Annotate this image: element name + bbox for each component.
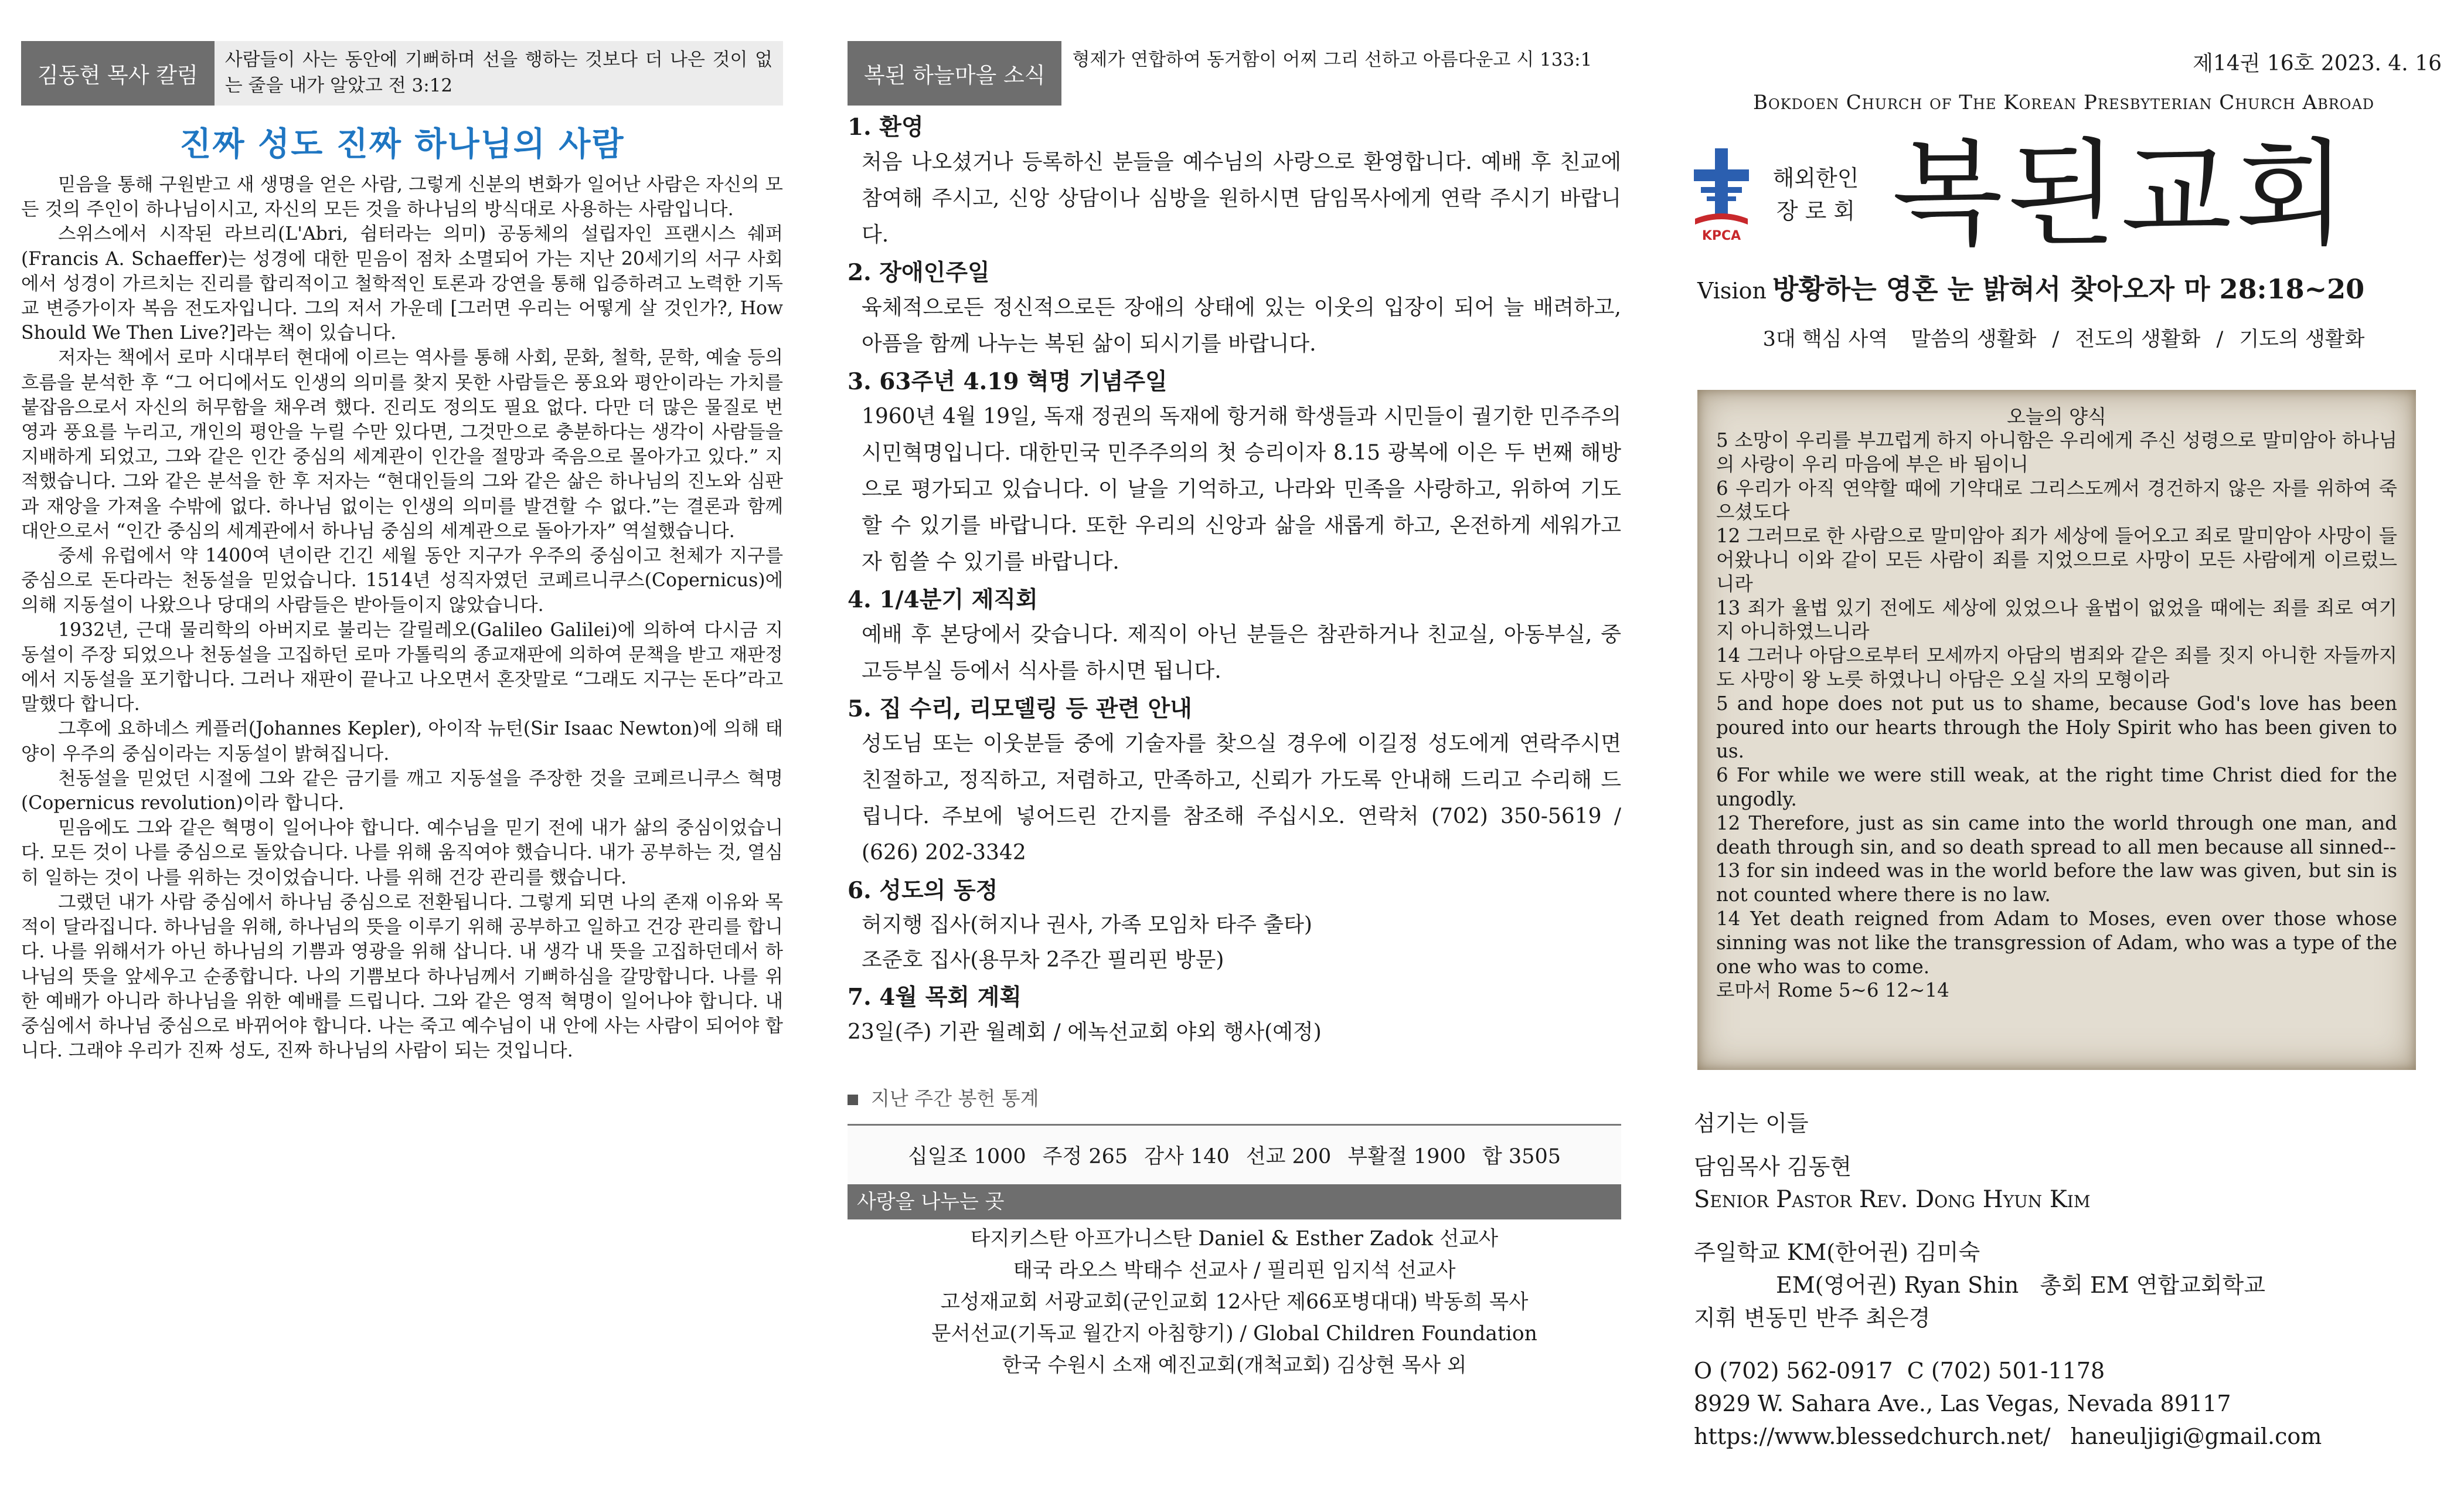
- news-section-plan: [848, 980, 1621, 1051]
- offering-stat: 주정 265: [1042, 1145, 1128, 1168]
- offering-stat: 합 3505: [1482, 1145, 1561, 1168]
- news-section-419: [848, 365, 1621, 580]
- essay-paragraph: 믿음을 통해 구원받고 새 생명을 얻은 사람, 그렇게 신분의 변화가 일어난 사람은 자신의 모든 것의 주인이 하나님이시고, 자신의 모든 것을 하나님의 방식대로 사용하는 사람입니다.: [21, 174, 783, 220]
- website-link[interactable]: https://www.blessedchurch.net/: [1694, 1423, 2051, 1449]
- vision-text: 방황하는 영혼 눈 밝혀서 찾아오자 마 28:18~20: [1772, 273, 2365, 305]
- scripture-reference: 로마서 Rome 5~6 12~14: [1716, 979, 1949, 1002]
- mission-header: 사랑을 나누는 곳: [848, 1184, 1621, 1219]
- news-section-council: [848, 583, 1621, 689]
- mission-list: [848, 1223, 1621, 1381]
- scripture-line: 5 and hope does not put us to shame, because God's love has been poured into our hearts through the Holy Spirit who has been given to us.: [1716, 692, 2397, 763]
- section-title: 1. 환영: [848, 114, 924, 141]
- section-body: 육체적으로든 정신적으로든 장애의 상태에 있는 이웃의 입장이 되어 늘 배려하고, 아픔을 함께 나누는 복된 삶이 되시기를 바랍니다.: [862, 295, 1621, 356]
- scripture-panel: [1697, 390, 2416, 1070]
- section-title: 2. 장애인주일: [848, 259, 990, 286]
- masthead: [1686, 127, 2442, 262]
- church-korean-name: 복된교회: [1892, 128, 2350, 261]
- news-section-disability: [848, 256, 1621, 362]
- section-title: 4. 1/4분기 제직회: [848, 586, 1038, 613]
- header-verse: 사람들이 사는 동안에 기뻐하며 선을 행하는 것보다 더 나은 것이 없는 줄을 내가 알았고 전 3:12: [215, 41, 783, 106]
- offering-stat: 부활절 1900: [1347, 1145, 1466, 1168]
- scripture-line: 13 for sin indeed was in the world before the law was given, but sin is not counted where there is no law.: [1716, 859, 2397, 906]
- sunday-school-em: EM(영어권) Ryan Shin 총회 EM 연합교회학교: [1776, 1272, 2265, 1298]
- member-news-item: 조준호 집사(용무차 2주간 필리핀 방문): [862, 948, 1224, 972]
- essay-paragraph: 그후에 요하네스 케플러(Johannes Kepler), 아이작 뉴턴(Sir Isaac Newton)에 의해 태양이 우주의 중심이라는 지동설이 밝혀집니다.: [21, 718, 783, 765]
- denomination-line: 해외한인: [1772, 165, 1859, 191]
- mission-item: 타지키스탄 아프가니스탄 Daniel & Esther Zadok 선교사: [970, 1227, 1499, 1251]
- news-label: 복된 하늘마을 소식: [848, 41, 1061, 106]
- square-bullet-icon: [848, 1095, 858, 1105]
- staff-header: 섬기는 이들: [1694, 1110, 1809, 1136]
- cross-icon: [1689, 145, 1754, 244]
- scripture-title: 오늘의 양식: [2007, 405, 2106, 428]
- essay-paragraph: 중세 유럽에서 약 1400여 년이란 긴긴 세월 동안 지구가 우주의 중심이고 천체가 지구를 중심으로 돈다라는 천동설을 믿었습니다. 1514년 성직자였던 코페르니쿠스(Copernicus)에 의해 지동설이 나왔으나 당대의 사람들은 받아들이지 않았습니다.: [21, 545, 783, 616]
- essay-paragraph: 스위스에서 시작된 라브리(L'Abri, 쉼터라는 의미) 공동체의 설립자인 프랜시스 쉐퍼(Francis A. Schaeffer)는 성경에 대한 믿음이 점차 소멸되어 가는 지난 20세기의 서구 사회에서 성경이 가르치는 진리를 합리적이고 철학적인 토론과 강연을 통해 입증하려고 노력한 기독교 변증가이자 복음 전도자입니다. 그의 저서 가운데 [그러면 우리는 어떻게 살 것인가?, How Should We Then Live?]라는 책이 있습니다.: [21, 223, 783, 344]
- essay-paragraph: 그랬던 내가 사람 중심에서 하나님 중심으로 전환됩니다. 그렇게 되면 나의 존재 이유와 목적이 달라집니다. 하나님을 위해, 하나님의 뜻을 이루기 위해 공부하고 일하고 건강 관리를 합니다. 나를 위해서가 아닌 하나님의 기쁨과 영광을 위해 삽니다. 내 생각 내 뜻을 고집하던데서 하나님의 뜻을 앞세우고 순종합니다. 나의 기쁨보다 하나님께서 기뻐하심을 갈망합니다. 나를 위한 예배가 아니라 하나님을 위한 예배를 드립니다. 그와 같은 영적 혁명이 일어나야 합니다. 내 중심에서 하나님 중심으로 바뀌어야 합니다. 나는 죽고 예수님이 내 안에 사는 사람이 되어야 합니다. 그래야 우리가 진짜 성도, 진짜 하나님의 사람이 되는 것입니다.: [21, 891, 783, 1062]
- scripture-line: 6 우리가 아직 연약할 때에 기약대로 그리스도께서 경건하지 않은 자를 위하여 죽으셨도다: [1716, 477, 2397, 524]
- essay-paragraph: 1932년, 근대 물리학의 아버지로 불리는 갈릴레오(Galileo Galilei)에 의하여 다시금 지동설이 주장 되었으나 천동설을 고집하던 로마 가톨릭의 종교재판에 의하여 문책을 받고 재판정에서 지동설을 포기합니다. 그러나 재판이 끝나고 나오면서 혼잣말로 “그래도 지구는 돈다”라고 말했다 합니다.: [21, 619, 783, 715]
- mission-item: 문서선교(기독교 월간지 아침향기) / Global Children Foundation: [931, 1322, 1537, 1346]
- pastor-english: Senior Pastor Rev. Dong Hyun Kim: [1694, 1186, 2091, 1213]
- scripture-line: 12 Therefore, just as sin came into the world through one man, and death through sin, and so death spread to all men because all sinned--: [1716, 811, 2397, 858]
- column-title: 진짜 성도 진짜 하나님의 사람: [179, 125, 625, 164]
- offering-stats-title: 지난 주간 봉헌 통계: [871, 1087, 1039, 1110]
- mission-item: 한국 수원시 소재 예진교회(개척교회) 김상현 목사 외: [1002, 1354, 1467, 1377]
- offering-stats-caption: [848, 1083, 1621, 1111]
- offering-stats: [848, 1124, 1621, 1184]
- offering-stat: 선교 200: [1245, 1145, 1332, 1168]
- vision-statement: [1686, 268, 2442, 307]
- masthead-column: [1686, 0, 2442, 1453]
- mission-item: 태국 라오스 박태수 선교사 / 필리핀 임지석 선교사: [1013, 1259, 1456, 1282]
- essay-paragraph: 저자는 책에서 로마 시대부터 현대에 이르는 역사를 통해 사회, 문화, 철학, 문학, 예술 등의 흐름을 분석한 후 “그 어디에서도 인생의 의미를 찾지 못한 사람들은 풍요와 평안이라는 가치를 붙잡음으로서 자신의 허무함을 채우려 했다. 진리도 정의도 필요 없다. 다만 더 많은 물질로 번영과 풍요를 누리고, 개인의 평안을 누릴 수만 있다면, 그것만으로 충분하다는 생각이 사람들을 지배하게 되었고, 그와 같은 인간 중심의 세계관이 인간을 절망과 죽음으로 몰아가고 있다.” 지적했습니다. 그와 같은 분석을 한 후 저자는 “현대인들의 그와 같은 삶은 하나님의 진노와 심판과 재앙을 가져올 수밖에 없다. 하나님 없이는 인생의 의미를 발견할 수 없다.”는 결론과 함께 대안으로서 “인간 중심의 세계관에서 하나님 중심의 세계관으로 돌아가자” 역설했습니다.: [21, 347, 783, 542]
- section-body: 1960년 4월 19일, 독재 정권의 독재에 항거해 학생들과 시민들이 궐기한 민주주의 시민혁명입니다. 대한민국 민주주의의 첫 승리이자 8.15 광복에 이은 두 번째 해방으로 평가되고 있습니다. 이 날을 기억하고, 나라와 민족을 사랑하고, 위하여 기도할 수 있기를 바랍니다. 또한 우리의 신앙과 삶을 새롭게 하고, 온전하게 세워가고자 힘쓸 수 있기를 바랍니다.: [862, 405, 1621, 574]
- sunday-school-km: 주일학교 KM(한어권) 김미숙: [1694, 1239, 1980, 1265]
- church-address: 8929 W. Sahara Ave., Las Vegas, Nevada 89117: [1694, 1391, 2231, 1416]
- contact-links: [1694, 1420, 2442, 1453]
- scripture-line: 12 그러므로 한 사람으로 말미암아 죄가 세상에 들어오고 죄로 말미암아 사망이 들어왔나니 이와 같이 모든 사람이 죄를 지었으므로 사망이 모든 사람에게 이르렀느니라: [1716, 525, 2397, 595]
- scripture-line: 14 Yet death reigned from Adam to Moses, even over those whose sinning was not like the transgression of Adam, who was a type of the one who was to come.: [1716, 907, 2397, 978]
- column-label: 김동현 목사 칼럼: [21, 41, 215, 106]
- section-body: 예배 후 본당에서 갖습니다. 제직이 아닌 분들은 참관하거나 친교실, 아동부실, 중고등부실 등에서 식사를 하시면 됩니다.: [862, 623, 1621, 683]
- phone-numbers: O (702) 562-0917 C (702) 501-1178: [1694, 1358, 2105, 1384]
- column-header: [21, 41, 783, 106]
- separator: /: [2216, 328, 2224, 351]
- news-column: [848, 0, 1621, 1381]
- ministry-label: 3대 핵심 사역: [1762, 328, 1888, 351]
- church-english-name: Bokdoen Church of The Korean Presbyterian Church Abroad: [1752, 91, 2375, 114]
- offering-stat: 감사 140: [1144, 1145, 1230, 1168]
- worship-leaders: 지휘 변동민 반주 최은경: [1694, 1305, 1931, 1331]
- kpca-logo: [1689, 145, 1754, 244]
- pastor-column: [21, 0, 783, 1063]
- vision-label: Vision: [1697, 278, 1767, 304]
- news-section-members: [848, 874, 1621, 978]
- essay-paragraph: 믿음에도 그와 같은 혁명이 일어나야 합니다. 예수님을 믿기 전에 내가 삶의 중심이었습니다. 모든 것이 나를 중심으로 돌았습니다. 나를 위해 움직여야 했습니다. 내가 공부하는 것, 열심히 일하는 것이 나를 위하는 것이었습니다. 나를 위해 건강 관리를 했습니다.: [21, 817, 783, 888]
- news-header: [848, 41, 1621, 106]
- scripture-line: 6 For while we were still weak, at the right time Christ died for the ungodly.: [1716, 764, 2397, 810]
- section-body: 23일(주) 기관 월례회 / 에녹선교회 야외 행사(예정): [848, 1020, 1322, 1044]
- kpca-logo-text: KPCA: [1701, 229, 1741, 243]
- member-news-item: 허지행 집사(허지나 권사, 가족 모임차 타주 출타): [862, 913, 1312, 937]
- section-body: 성도님 또는 이웃분들 중에 기술자를 찾으실 경우에 이길정 성도에게 연락주시면 친절하고, 정직하고, 저렴하고, 만족하고, 신뢰가 가도록 안내해 드리고 수리해 드립니다. 주보에 넣어드린 간지를 참조해 주십시오. 연락처 (702) 350-5619 / (626) 202-3342: [862, 732, 1621, 865]
- scripture-line: 5 소망이 우리를 부끄럽게 하지 아니함은 우리에게 주신 성령으로 말미암아 하나님의 사랑이 우리 마음에 부은 바 됨이니: [1716, 429, 2397, 475]
- scripture-line: 13 죄가 율법 있기 전에도 세상에 있었으나 율법이 없었을 때에는 죄를 죄로 여기지 아니하였느니라: [1716, 596, 2397, 643]
- section-title: 5. 집 수리, 리모델링 등 관련 안내: [848, 695, 1192, 722]
- staff-section: [1686, 1105, 2442, 1453]
- issue-info: 제14권 16호 2023. 4. 16: [2193, 52, 2442, 76]
- news-verse: 형제가 연합하여 동거함이 어찌 그리 선하고 아름다운고 시 133:1: [1061, 41, 1621, 106]
- essay-body: [21, 172, 783, 1063]
- news-section-welcome: [848, 110, 1621, 253]
- section-title: 6. 성도의 동정: [848, 877, 998, 904]
- scripture-line: 14 그러나 아담으로부터 모세까지 아담의 범죄와 같은 죄를 짓지 아니한 자들까지도 사망이 왕 노릇 하였나니 아담은 오실 자의 모형이라: [1716, 644, 2397, 691]
- ministry-item: 전도의 생활화: [2075, 328, 2201, 351]
- news-section-repair: [848, 692, 1621, 871]
- mission-item: 고성재교회 서광교회(군인교회 12사단 제66포병대대) 박동희 목사: [940, 1290, 1529, 1314]
- denomination-line: 장 로 회: [1776, 198, 1856, 224]
- offering-stat: 십일조 1000: [908, 1145, 1026, 1168]
- section-title: 3. 63주년 4.19 혁명 기념주일: [848, 368, 1168, 395]
- section-title: 7. 4월 목회 계획: [848, 984, 1022, 1011]
- core-ministries: [1686, 323, 2442, 352]
- email-link[interactable]: haneuljigi@gmail.com: [2070, 1423, 2322, 1449]
- separator: /: [2052, 328, 2060, 351]
- section-body: 처음 나오셨거나 등록하신 분들을 예수님의 사랑으로 환영합니다. 예배 후 친교에 참여해 주시고, 신앙 상담이나 심방을 원하시면 담임목사에게 연락 주시기 바랍니다.: [862, 150, 1621, 247]
- denomination-name: [1763, 162, 1869, 227]
- essay-paragraph: 천동설을 믿었던 시절에 그와 같은 금기를 깨고 지동설을 주장한 것을 코페르니쿠스 혁명(Copernicus revolution)이라 합니다.: [21, 767, 783, 814]
- ministry-item: 기도의 생활화: [2239, 328, 2365, 351]
- ministry-item: 말씀의 생활화: [1911, 328, 2037, 351]
- pastor-korean: 담임목사 김동현: [1694, 1154, 1852, 1180]
